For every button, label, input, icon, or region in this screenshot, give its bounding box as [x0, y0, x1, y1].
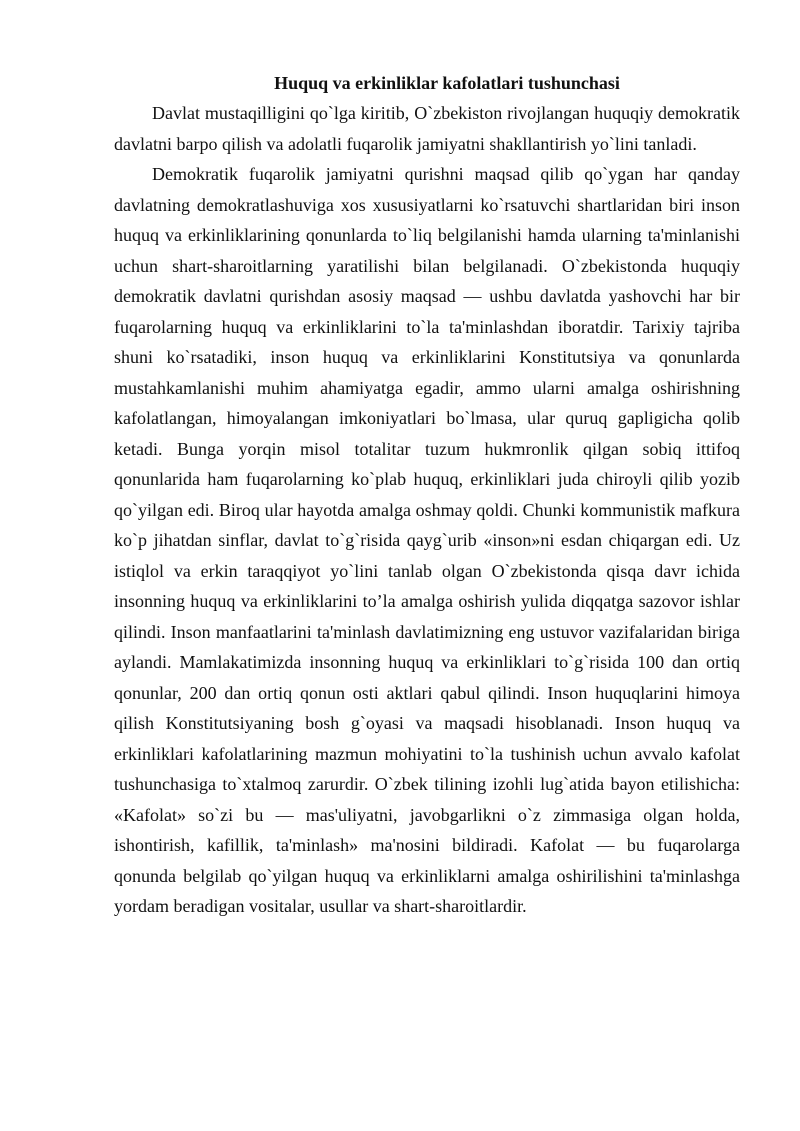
- document-page: [114, 68, 740, 922]
- document-title: Huquq va erkinliklar kafolatlari tushunchasi: [274, 73, 620, 93]
- paragraph-main: Demokratik fuqarolik jamiyatni qurishni maqsad qilib qo`ygan har qanday davlatning demokratlashuviga xos xususiyatlarni ko`rsatuvchi shartlaridan biri inson huquq va erkinliklarining qonunlarda to`liq belgilanishi hamda ularning ta'minlanishi uchun shart-sharoitlarning yaratilishi bilan belgilanadi. O`zbekistonda huquqiy demokratik davlatni qurishdan asosiy maqsad — ushbu davlatda yashovchi har bir fuqarolarning huquq va erkinliklarini to`la ta'minlashdan iboratdir. Tarixiy tajriba shuni ko`rsatadiki, inson huquq va erkinliklarini Konstitutsiya va qonunlarda mustahkamlanishi muhim ahamiyatga egadir, ammo ularni amalga oshirishning kafolatlangan, himoyalangan imkoniyatlari bo`lmasa, ular quruq gapligicha qolib ketadi. Bunga yorqin misol totalitar tuzum hukmronlik qilgan sobiq ittifoq qonunlarida ham fuqarolarning ko`plab huquq, erkinliklari juda chiroyli qilib yozib qo`yilgan edi. Biroq ular hayotda amalga oshmay qoldi. Chunki kommunistik mafkura ko`p jihatdan sinflar, davlat to`g`risida qayg`urib «inson»ni esdan chiqargan edi. Uz istiqlol va erkin taraqqiyot yo`lini tanlab olgan O`zbekistonda qisqa davr ichida insonning huquq va erkinliklarini to’la amalga oshirish yulida diqqatga sazovor ishlar qilindi. Inson manfaatlarini ta'minlash davlatimizning eng ustuvor vazifalaridan biriga aylandi. Mamlakatimizda insonning huquq va erkinliklari to`g`risida 100 dan ortiq qonunlar, 200 dan ortiq qonun osti aktlari qabul qilindi. Inson huquqlarini himoya qilish Konstitutsiyaning bosh g`oyasi va maqsadi hisoblanadi. Inson huquq va erkinliklari kafolatlarining mazmun mohiyatini to`la tushinish uchun avvalo kafolat tushunchasiga to`xtalmoq zarurdir. O`zbek tilining izohli lug`atida bayon etilishicha: «Kafolat» so`zi bu — mas'uliyatni, javobgarlikni o`z zimmasiga olgan holda, ishontirish, kafillik, ta'minlash» ma'nosini bildiradi. Kafolat — bu fuqarolarga qonunda belgilab qo`yilgan huquq va erkinliklarni amalga oshirilishini ta'minlashga yordam beradigan vositalar, usullar va shart-sharoitlardir.: [114, 164, 740, 916]
- paragraph-intro: Davlat mustaqilligini qo`lga kiritib, O`zbekiston rivojlangan huquqiy demokratik davlatni barpo qilish va adolatli fuqarolik jamiyatni shakllantirish yo`lini tanladi.: [114, 103, 740, 154]
